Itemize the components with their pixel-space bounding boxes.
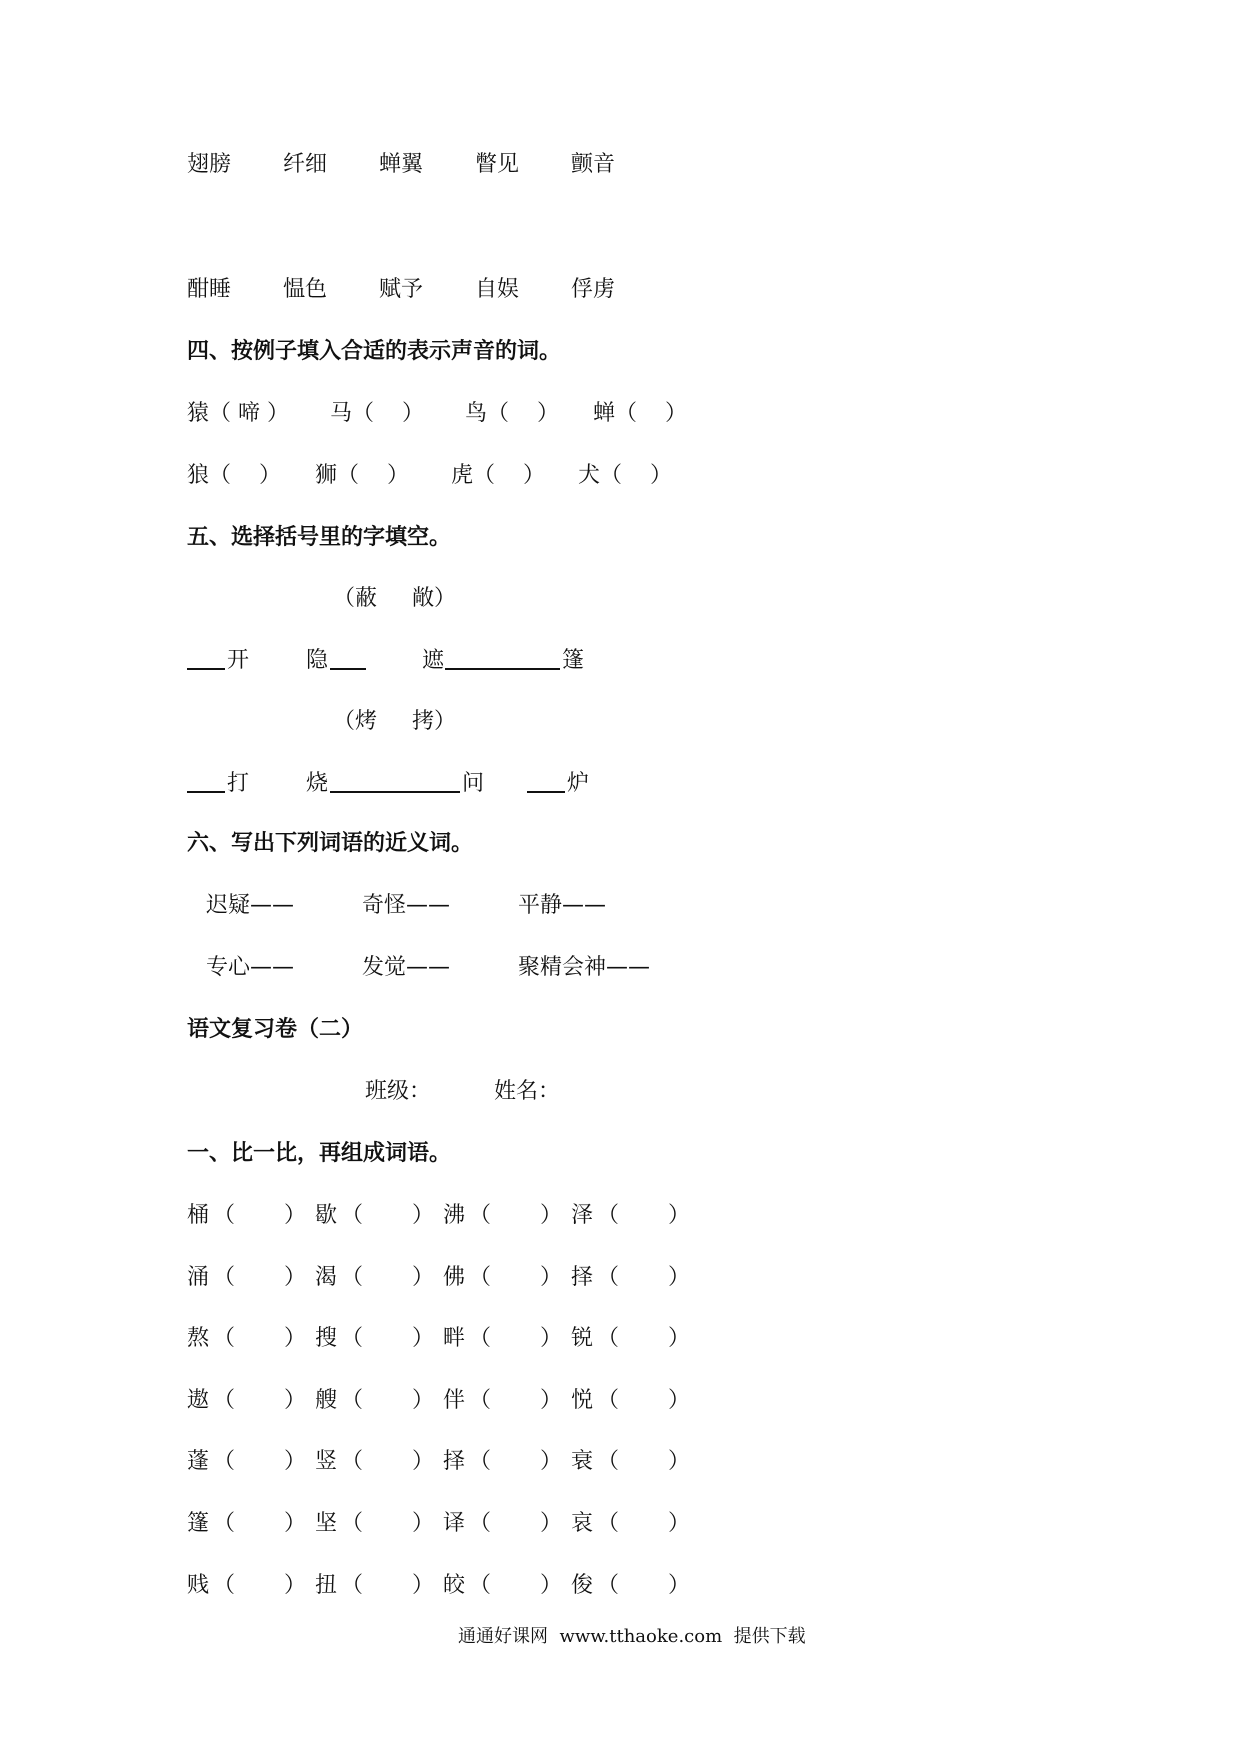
answer-blank: （ ） (213, 1511, 306, 1536)
compare-char: 伴 (443, 1387, 466, 1413)
answer-blank: （ ） (213, 1326, 306, 1352)
answer-blank: （ ） (469, 1511, 562, 1536)
word: 颤音 (571, 152, 616, 177)
sound-item: 鸟（ ） (465, 401, 559, 426)
answer-blank: （ ） (469, 1572, 562, 1598)
compare-char: 竖 (315, 1449, 338, 1475)
compare-char: 渴 (315, 1264, 338, 1290)
compare-char: 哀 (571, 1511, 594, 1536)
compare-char: 锐 (571, 1326, 594, 1352)
compare-char: 衰 (571, 1449, 594, 1475)
fill-char: 炉 (567, 771, 590, 796)
blank-line (187, 650, 225, 670)
word: 翅膀 (187, 152, 232, 177)
section-heading: 五、选择括号里的字填空。 (187, 525, 452, 550)
blank-line (445, 650, 560, 670)
compare-char: 择 (571, 1264, 594, 1290)
answer-blank: （ ） (213, 1572, 306, 1598)
answer-blank: （ ） (597, 1326, 690, 1352)
name-label: 姓名： (494, 1079, 561, 1104)
answer-blank: （ ） (341, 1449, 434, 1475)
compare-char: 涌 (187, 1264, 210, 1290)
word: 愠色 (283, 277, 328, 302)
compare-char: 熬 (187, 1326, 210, 1352)
blank-line (330, 773, 460, 793)
word: 酣睡 (187, 277, 232, 302)
blank-line (527, 773, 565, 793)
answer-blank: （ ） (469, 1326, 562, 1352)
blank-line (187, 773, 225, 793)
word: 赋予 (379, 277, 424, 302)
answer-blank: （ ） (469, 1449, 562, 1475)
sound-item: 马（ ） (330, 401, 424, 426)
compare-char: 坚 (315, 1511, 338, 1536)
answer-blank: （ ） (341, 1203, 434, 1228)
answer-blank: （ ） (341, 1264, 434, 1290)
compare-char: 译 (443, 1511, 466, 1536)
compare-char: 蓬 (187, 1449, 210, 1475)
answer-blank: （ ） (597, 1203, 690, 1228)
sound-item: 犬（ ） (578, 463, 672, 488)
fill-char: 遮 (422, 648, 445, 673)
answer-blank: （ ） (341, 1387, 434, 1413)
compare-char: 歇 (315, 1203, 338, 1228)
word: 纤细 (283, 152, 328, 177)
fill-char: 篷 (562, 648, 585, 673)
answer-blank: （ ） (597, 1572, 690, 1598)
answer-blank: （ ） (341, 1511, 434, 1536)
compare-char: 悦 (571, 1387, 594, 1413)
compare-char: 桶 (187, 1203, 210, 1228)
synonym-item: 平静—— (518, 893, 607, 918)
compare-char: 畔 (443, 1326, 466, 1352)
word: 蝉翼 (379, 152, 424, 177)
answer-blank: （ ） (213, 1203, 306, 1228)
fill-char: 开 (227, 648, 250, 673)
answer-blank: （ ） (469, 1264, 562, 1290)
section-heading: 六、写出下列词语的近义词。 (187, 831, 474, 856)
compare-char: 艘 (315, 1387, 338, 1413)
fill-char: 隐 (306, 648, 329, 673)
class-label: 班级： (365, 1079, 432, 1104)
char-options: （烤 拷） (333, 709, 456, 734)
compare-char: 沸 (443, 1203, 466, 1228)
compare-char: 皎 (443, 1572, 466, 1598)
word: 自娱 (475, 277, 520, 302)
compare-char: 扭 (315, 1572, 338, 1598)
compare-char: 俊 (571, 1572, 594, 1598)
answer-blank: （ ） (597, 1449, 690, 1475)
footer-text: 通通好课网 www.tthaoke.com 提供下载 (458, 1626, 806, 1647)
word: 俘虏 (571, 277, 616, 302)
sound-item: 狮（ ） (315, 463, 409, 488)
word: 瞥见 (475, 152, 520, 177)
blank-line (330, 650, 366, 670)
synonym-item: 发觉—— (362, 955, 451, 980)
char-options: （蔽 敞） (333, 586, 456, 611)
synonym-item: 奇怪—— (362, 893, 451, 918)
answer-blank: （ ） (341, 1572, 434, 1598)
synonym-item: 聚精会神—— (518, 955, 651, 980)
answer-blank: （ ） (213, 1264, 306, 1290)
section-heading: 一、比一比，再组成词语。 (187, 1141, 452, 1166)
sound-item: 蝉（ ） (593, 401, 687, 426)
fill-char: 打 (227, 771, 250, 796)
answer-blank: （ ） (213, 1449, 306, 1475)
section-heading: 四、按例子填入合适的表示声音的词。 (187, 339, 562, 364)
compare-char: 篷 (187, 1511, 210, 1536)
answer-blank: （ ） (597, 1387, 690, 1413)
compare-char: 遨 (187, 1387, 210, 1413)
paper-title: 语文复习卷（二） (187, 1017, 364, 1042)
fill-char: 问 (462, 771, 485, 796)
synonym-item: 迟疑—— (206, 893, 295, 918)
compare-char: 佛 (443, 1264, 466, 1290)
answer-blank: （ ） (597, 1264, 690, 1290)
answer-blank: （ ） (469, 1387, 562, 1413)
compare-char: 择 (443, 1449, 466, 1475)
synonym-item: 专心—— (206, 955, 295, 980)
sound-item: 猿（ 啼 ） (187, 401, 289, 426)
answer-blank: （ ） (597, 1511, 690, 1536)
answer-blank: （ ） (469, 1203, 562, 1228)
fill-char: 烧 (306, 771, 329, 796)
compare-char: 搜 (315, 1326, 338, 1352)
answer-blank: （ ） (213, 1387, 306, 1413)
sound-item: 虎（ ） (451, 463, 545, 488)
answer-blank: （ ） (341, 1326, 434, 1352)
sound-item: 狼（ ） (187, 463, 281, 488)
compare-char: 泽 (571, 1203, 594, 1228)
compare-char: 贱 (187, 1572, 210, 1598)
